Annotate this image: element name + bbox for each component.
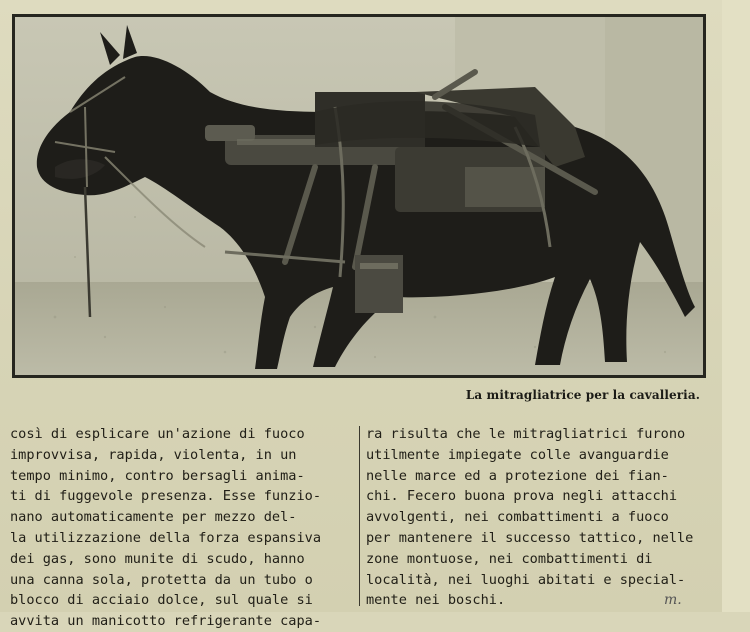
column-divider xyxy=(359,426,360,606)
author-signature: m. xyxy=(664,592,682,608)
photo-caption: La mitragliatrice per la cavalleria. xyxy=(465,388,700,402)
text-line: ti di fuggevole presenza. Esse funzio- xyxy=(10,488,321,505)
text-line: nelle marce ed a protezione dei fian- xyxy=(366,467,669,484)
text-line: nano automaticamente per mezzo del- xyxy=(10,509,297,526)
text-line: utilmente impiegate colle avanguardie xyxy=(366,446,669,463)
horse-machine-gun-photo xyxy=(12,14,706,378)
text-line: zone montuose, nei combattimenti di xyxy=(366,550,653,567)
text-line: improvvisa, rapida, violenta, in un xyxy=(10,446,297,463)
text-line: mente nei boschi. xyxy=(366,592,506,609)
text-line: la utilizzazione della forza espansiva xyxy=(10,529,321,546)
text-line: chi. Fecero buona prova negli attacchi xyxy=(366,488,677,505)
photo-illustration xyxy=(15,17,703,375)
text-line: così di esplicare un'azione di fuoco xyxy=(10,426,305,442)
text-line: avvita un manicotto refrigerante capa- xyxy=(10,613,321,630)
article-column-right xyxy=(366,424,711,611)
text-line: per mantenere il successo tattico, nelle xyxy=(366,529,694,546)
text-line: avvolgenti, nei combattimenti a fuoco xyxy=(366,509,669,526)
text-line: blocco di acciaio dolce, sul quale si xyxy=(10,592,313,609)
page-margin xyxy=(722,0,750,612)
text-line: tempo minimo, contro bersagli anima- xyxy=(10,467,305,484)
text-line: una canna sola, protetta da un tubo o xyxy=(10,571,313,588)
text-line: ra risulta che le mitragliatrici furono xyxy=(366,426,686,442)
text-line: località, nei luoghi abitati e special- xyxy=(366,571,686,588)
text-line: dei gas, sono munite di scudo, hanno xyxy=(10,550,305,567)
article-column-left xyxy=(10,424,355,632)
